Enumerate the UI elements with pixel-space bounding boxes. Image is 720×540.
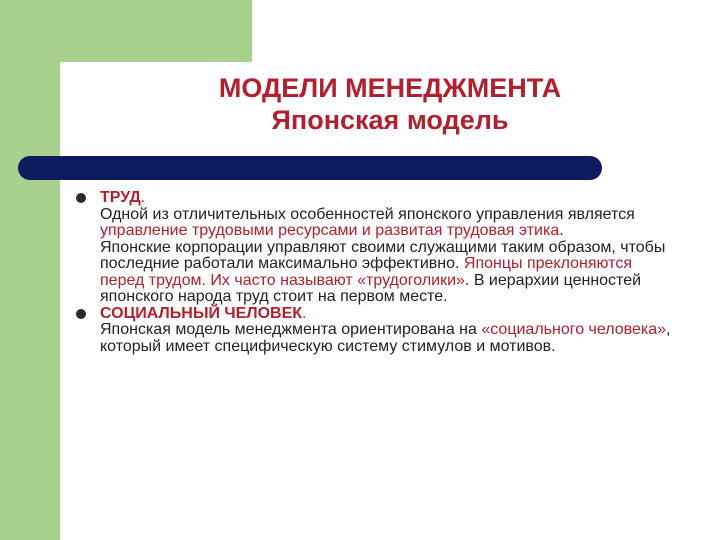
title-divider-bar (18, 156, 602, 180)
labor-heading-line (100, 190, 676, 207)
labor-p2-end: . В иерархии ценностей японского народа труд стоит на первом месте. (100, 271, 642, 305)
social-p1-highlight: «социального человека» (481, 321, 667, 338)
labor-p1-highlight: управление трудовыми ресурсами и развитая трудовая этика (100, 222, 560, 239)
title-line-1: МОДЕЛИ МЕНЕДЖМЕНТА (218, 73, 562, 103)
social-paragraph-1 (100, 322, 676, 355)
title-line-2: Японская модель (271, 105, 509, 135)
social-heading-dot: . (302, 304, 307, 322)
social-heading: СОЦИАЛЬНЫЙ ЧЕЛОВЕК (100, 304, 303, 322)
labor-heading: ТРУД (100, 189, 141, 206)
slide-content (76, 190, 676, 355)
bullet-item-labor (76, 190, 676, 306)
bullet-icon (76, 309, 86, 319)
social-p1-text: Японская модель менеджмента ориентирована на (100, 321, 482, 338)
top-green-block (0, 0, 252, 62)
bullet-icon (76, 193, 86, 203)
labor-p2-text: Японские корпорации управляют своими служащими таким образом, чтобы последние работали максимально эффективно. (100, 238, 666, 272)
labor-p2-highlight: Японцы преклоняются перед трудом. Их часто называют «трудоголики» (100, 255, 632, 289)
left-green-band (0, 0, 60, 540)
labor-paragraph-1 (100, 207, 676, 240)
labor-paragraph-2 (100, 240, 676, 306)
labor-p1-end: . (559, 222, 564, 239)
social-heading-line (100, 306, 676, 323)
slide-title (120, 72, 660, 136)
social-p1-end: , который имеет специфическую систему стимулов и мотивов. (100, 321, 671, 355)
labor-heading-dot: . (140, 189, 146, 206)
rounded-corner-decoration (60, 62, 120, 122)
bullet-item-social-man (76, 306, 676, 356)
labor-p1-text: Одной из отличительных особенностей японского управления является (100, 205, 635, 223)
